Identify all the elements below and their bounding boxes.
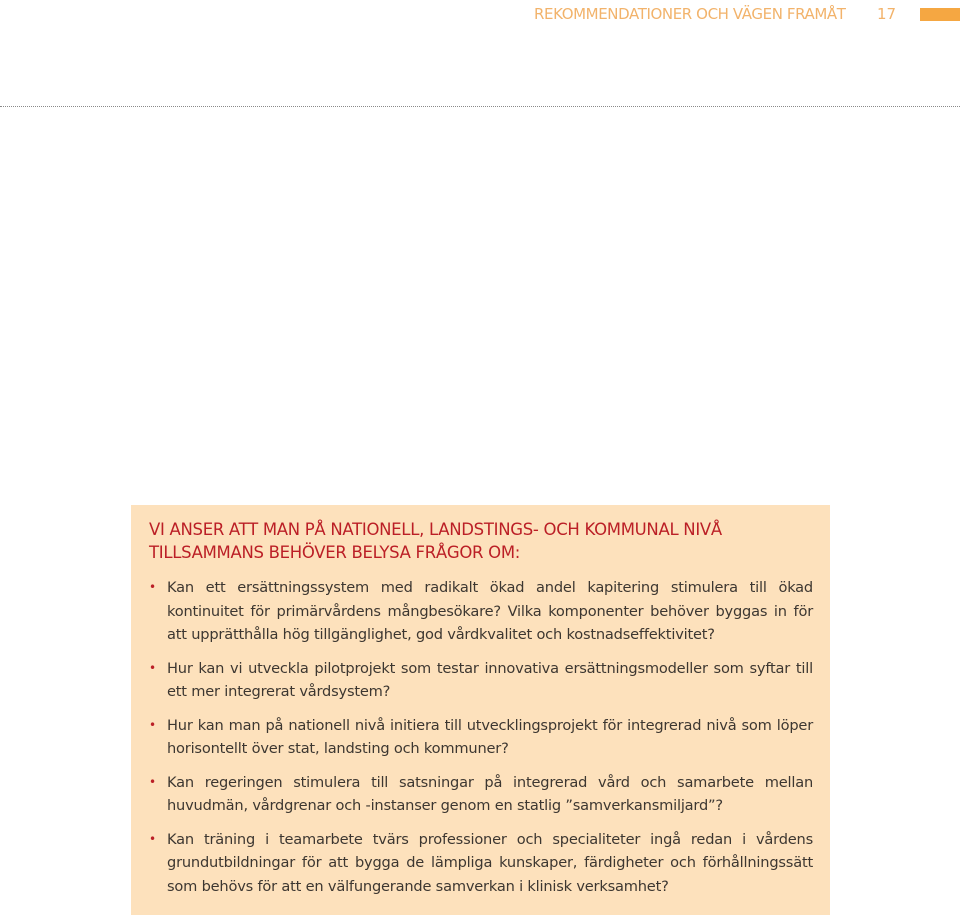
running-header-title: REKOMMENDATIONER OCH VÄGEN FRAMÅT xyxy=(534,5,846,23)
callout-box xyxy=(131,505,830,915)
question-text: Kan ett ersättningssystem med radikalt ökad andel kapitering stimulera till ökad kontinuitet för primärvårdens mångbesökare? Vilka komponenter behöver byggas in för att upprätthålla hög tillgänglighet, god vårdkvalitet och kostnadseffektivitet? xyxy=(167,579,813,643)
bullet-icon: • xyxy=(149,831,156,846)
header-tab-marker xyxy=(920,8,960,21)
question-text: Kan regeringen stimulera till satsningar på integrerad vård och samarbete mellan huvudmän, vårdgrenar och -instanser genom en statlig ”samverkansmiljard”? xyxy=(167,773,813,814)
dotted-divider xyxy=(0,106,960,107)
bullet-icon: • xyxy=(149,774,156,789)
question-list xyxy=(149,576,813,898)
question-text: Hur kan vi utveckla pilotprojekt som testar innovativa ersättningsmodeller som syftar till ett mer integrerat vårdsystem? xyxy=(167,659,813,700)
bullet-icon: • xyxy=(149,717,156,732)
question-item-5 xyxy=(149,828,813,899)
question-text: Hur kan man på nationell nivå initiera till utvecklingsprojekt för integrerad nivå som löper horisontellt över stat, landsting och kommuner? xyxy=(167,716,813,757)
question-text: Kan träning i teamarbete tvärs professioner och specialiteter ingå redan i vårdens grundutbildningar för att bygga de lämpliga kunskaper, färdigheter och förhållningssätt som behövs för att en välfungerande samverkan i klinisk verksamhet? xyxy=(167,830,813,895)
bullet-icon: • xyxy=(149,660,156,675)
page-number: 17 xyxy=(877,5,897,23)
bullet-icon: • xyxy=(149,580,156,594)
callout-heading: VI ANSER ATT MAN PÅ NATIONELL, LANDSTINGS- OCH KOMMUNAL NIVÅ TILLSAMMANS BEHÖVER BELYSA FRÅGOR OM: xyxy=(149,520,722,562)
question-item-4 xyxy=(149,771,813,818)
question-item-3 xyxy=(149,714,813,761)
question-item-1 xyxy=(149,576,813,647)
question-item-2 xyxy=(149,657,813,704)
